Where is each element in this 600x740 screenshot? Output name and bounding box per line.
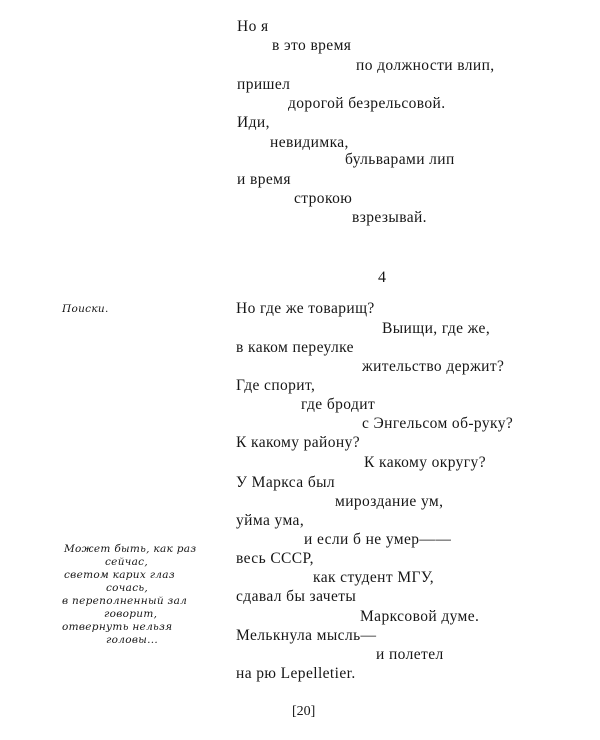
poem-line: У Маркса был xyxy=(236,474,336,491)
poem-line: дорогой безрельсовой. xyxy=(288,95,446,112)
poem-line: К какому району? xyxy=(236,434,361,451)
poem-line: Мелькнула мысль— xyxy=(236,627,377,644)
margin-note-line: в переполненный зал xyxy=(62,595,188,607)
poem-line: Где спорит, xyxy=(236,377,316,394)
poem-line: пришел xyxy=(237,76,291,93)
poem-line: строкою xyxy=(294,190,353,207)
poem-line: и полетел xyxy=(376,646,444,663)
margin-note-line: говорит, xyxy=(104,608,158,620)
margin-note-line: отвернуть нельзя xyxy=(62,621,173,633)
poem-line: в это время xyxy=(272,37,352,54)
poem-line: Выищи, где же, xyxy=(382,320,491,337)
margin-note-line: сочась, xyxy=(106,582,149,594)
poem-line: жительство держит? xyxy=(362,358,505,375)
page-number: [20] xyxy=(292,704,316,719)
poem-line: как студент МГУ, xyxy=(313,569,434,586)
poem-line: с Энгельсом об-руку? xyxy=(362,415,514,432)
poem-line: Иди, xyxy=(237,114,270,131)
poem-line: Но я xyxy=(237,18,269,35)
poem-line: на рю Lepelletier. xyxy=(236,665,356,682)
margin-note-line: светом карих глаз xyxy=(64,569,175,581)
poem-line: сдавал бы зачеты xyxy=(236,588,357,605)
poem-line: мироздание ум, xyxy=(335,493,444,510)
poem-line: взрезывай. xyxy=(352,209,427,226)
poem-line: бульварами лип xyxy=(345,151,455,168)
poem-line: где бродит xyxy=(301,396,376,413)
poem-line: весь СССР, xyxy=(236,550,314,567)
poem-line: и если б не умер—— xyxy=(304,531,452,548)
poem-line: в каком переулке xyxy=(236,339,354,356)
poem-line: невидимка, xyxy=(270,134,349,151)
poem-line: уйма ума, xyxy=(236,512,305,529)
poem-line: и время xyxy=(237,171,291,188)
poem-line: К какому округу? xyxy=(364,454,486,471)
margin-note-searches: Поиски. xyxy=(62,303,109,315)
poem-line: Марксовой думе. xyxy=(360,608,480,625)
poem-line: по должности влип, xyxy=(356,57,495,74)
margin-note-line: головы... xyxy=(106,634,159,646)
margin-note-line: сейчас, xyxy=(105,556,148,568)
poem-line: Но где же товарищ? xyxy=(236,300,375,317)
margin-note-line: Может быть, как раз xyxy=(64,543,197,555)
section-number: 4 xyxy=(378,269,386,286)
